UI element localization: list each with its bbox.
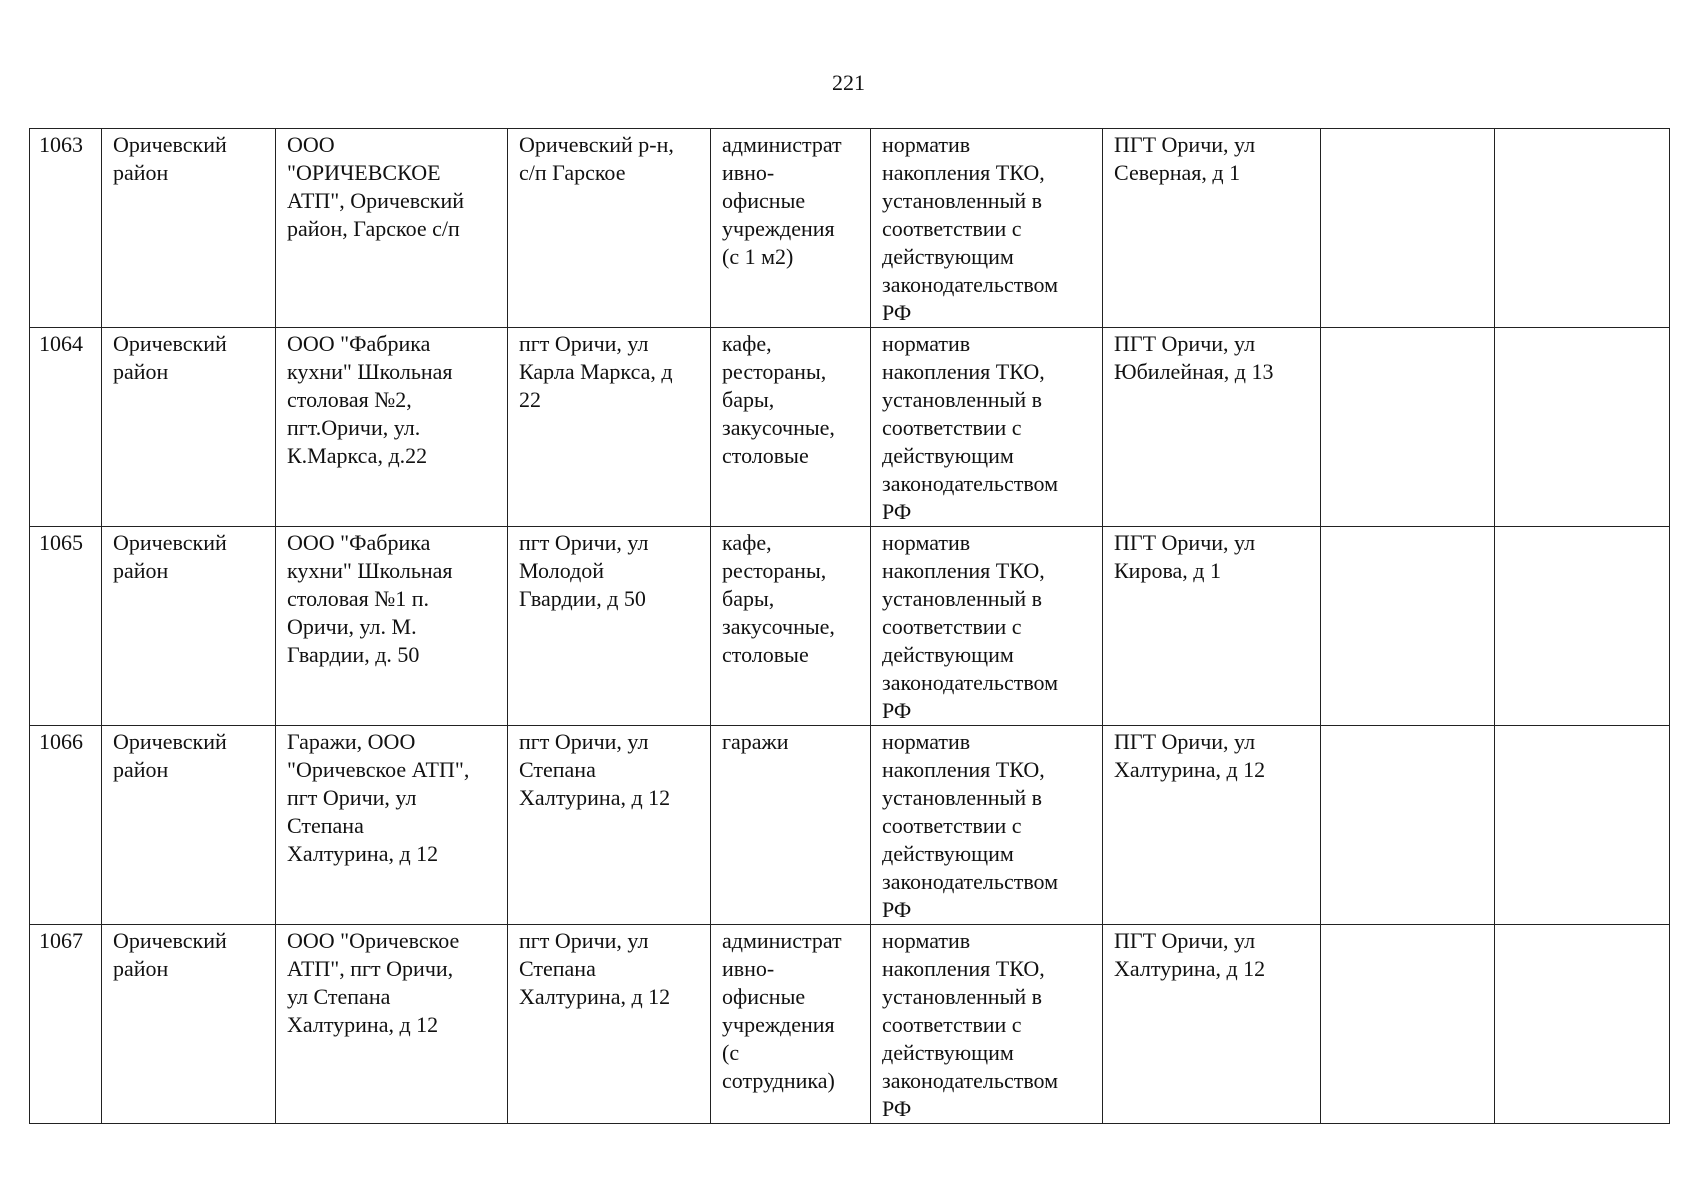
table-row (30, 527, 1670, 726)
organization-cell: ООО "ОРИЧЕВСКОЕ АТП", Оричевский район, Гарское с/п (276, 129, 508, 328)
table-row (30, 925, 1670, 1124)
address-cell: пгт Оричи, ул Молодой Гвардии, д 50 (508, 527, 711, 726)
category-cell: кафе, рестораны, бары, закусочные, столовые (711, 527, 871, 726)
organization-cell: ООО "Фабрика кухни" Школьная столовая №2, пгт.Оричи, ул. К.Маркса, д.22 (276, 328, 508, 527)
row-number-cell: 1066 (30, 726, 102, 925)
district-cell: Оричевский район (102, 925, 276, 1124)
district-cell: Оричевский район (102, 328, 276, 527)
organization-cell: ООО "Фабрика кухни" Школьная столовая №1 п. Оричи, ул. М. Гвардии, д. 50 (276, 527, 508, 726)
norm-cell: норматив накопления ТКО, установленный в соответствии с действующим законодательством РФ (871, 925, 1103, 1124)
category-cell: кафе, рестораны, бары, закусочные, столовые (711, 328, 871, 527)
row-number-cell: 1063 (30, 129, 102, 328)
collection-site-cell: ПГТ Оричи, ул Северная, д 1 (1103, 129, 1321, 328)
empty-cell (1495, 527, 1670, 726)
organization-cell: Гаражи, ООО "Оричевское АТП", пгт Оричи, ул Степана Халтурина, д 12 (276, 726, 508, 925)
norm-cell: норматив накопления ТКО, установленный в соответствии с действующим законодательством РФ (871, 527, 1103, 726)
collection-site-cell: ПГТ Оричи, ул Юбилейная, д 13 (1103, 328, 1321, 527)
category-cell: администрат ивно- офисные учреждения (с 1 м2) (711, 129, 871, 328)
registry-table (29, 128, 1670, 1124)
norm-cell: норматив накопления ТКО, установленный в соответствии с действующим законодательством РФ (871, 726, 1103, 925)
empty-cell (1495, 328, 1670, 527)
row-number-cell: 1065 (30, 527, 102, 726)
address-cell: пгт Оричи, ул Карла Маркса, д 22 (508, 328, 711, 527)
category-cell: гаражи (711, 726, 871, 925)
collection-site-cell: ПГТ Оричи, ул Кирова, д 1 (1103, 527, 1321, 726)
district-cell: Оричевский район (102, 527, 276, 726)
organization-cell: ООО "Оричевское АТП", пгт Оричи, ул Степана Халтурина, д 12 (276, 925, 508, 1124)
collection-site-cell: ПГТ Оричи, ул Халтурина, д 12 (1103, 925, 1321, 1124)
address-cell: пгт Оричи, ул Степана Халтурина, д 12 (508, 925, 711, 1124)
norm-cell: норматив накопления ТКО, установленный в соответствии с действующим законодательством РФ (871, 129, 1103, 328)
category-cell: администрат ивно- офисные учреждения (с сотрудника) (711, 925, 871, 1124)
address-cell: пгт Оричи, ул Степана Халтурина, д 12 (508, 726, 711, 925)
empty-cell (1321, 925, 1495, 1124)
page-number: 221 (832, 70, 865, 95)
empty-cell (1321, 328, 1495, 527)
empty-cell (1321, 129, 1495, 328)
district-cell: Оричевский район (102, 129, 276, 328)
empty-cell (1495, 925, 1670, 1124)
address-cell: Оричевский р-н, с/п Гарское (508, 129, 711, 328)
district-cell: Оричевский район (102, 726, 276, 925)
table-row (30, 726, 1670, 925)
norm-cell: норматив накопления ТКО, установленный в соответствии с действующим законодательством РФ (871, 328, 1103, 527)
row-number-cell: 1067 (30, 925, 102, 1124)
table-row (30, 129, 1670, 328)
row-number-cell: 1064 (30, 328, 102, 527)
empty-cell (1495, 726, 1670, 925)
empty-cell (1321, 527, 1495, 726)
collection-site-cell: ПГТ Оричи, ул Халтурина, д 12 (1103, 726, 1321, 925)
empty-cell (1495, 129, 1670, 328)
table-row (30, 328, 1670, 527)
empty-cell (1321, 726, 1495, 925)
